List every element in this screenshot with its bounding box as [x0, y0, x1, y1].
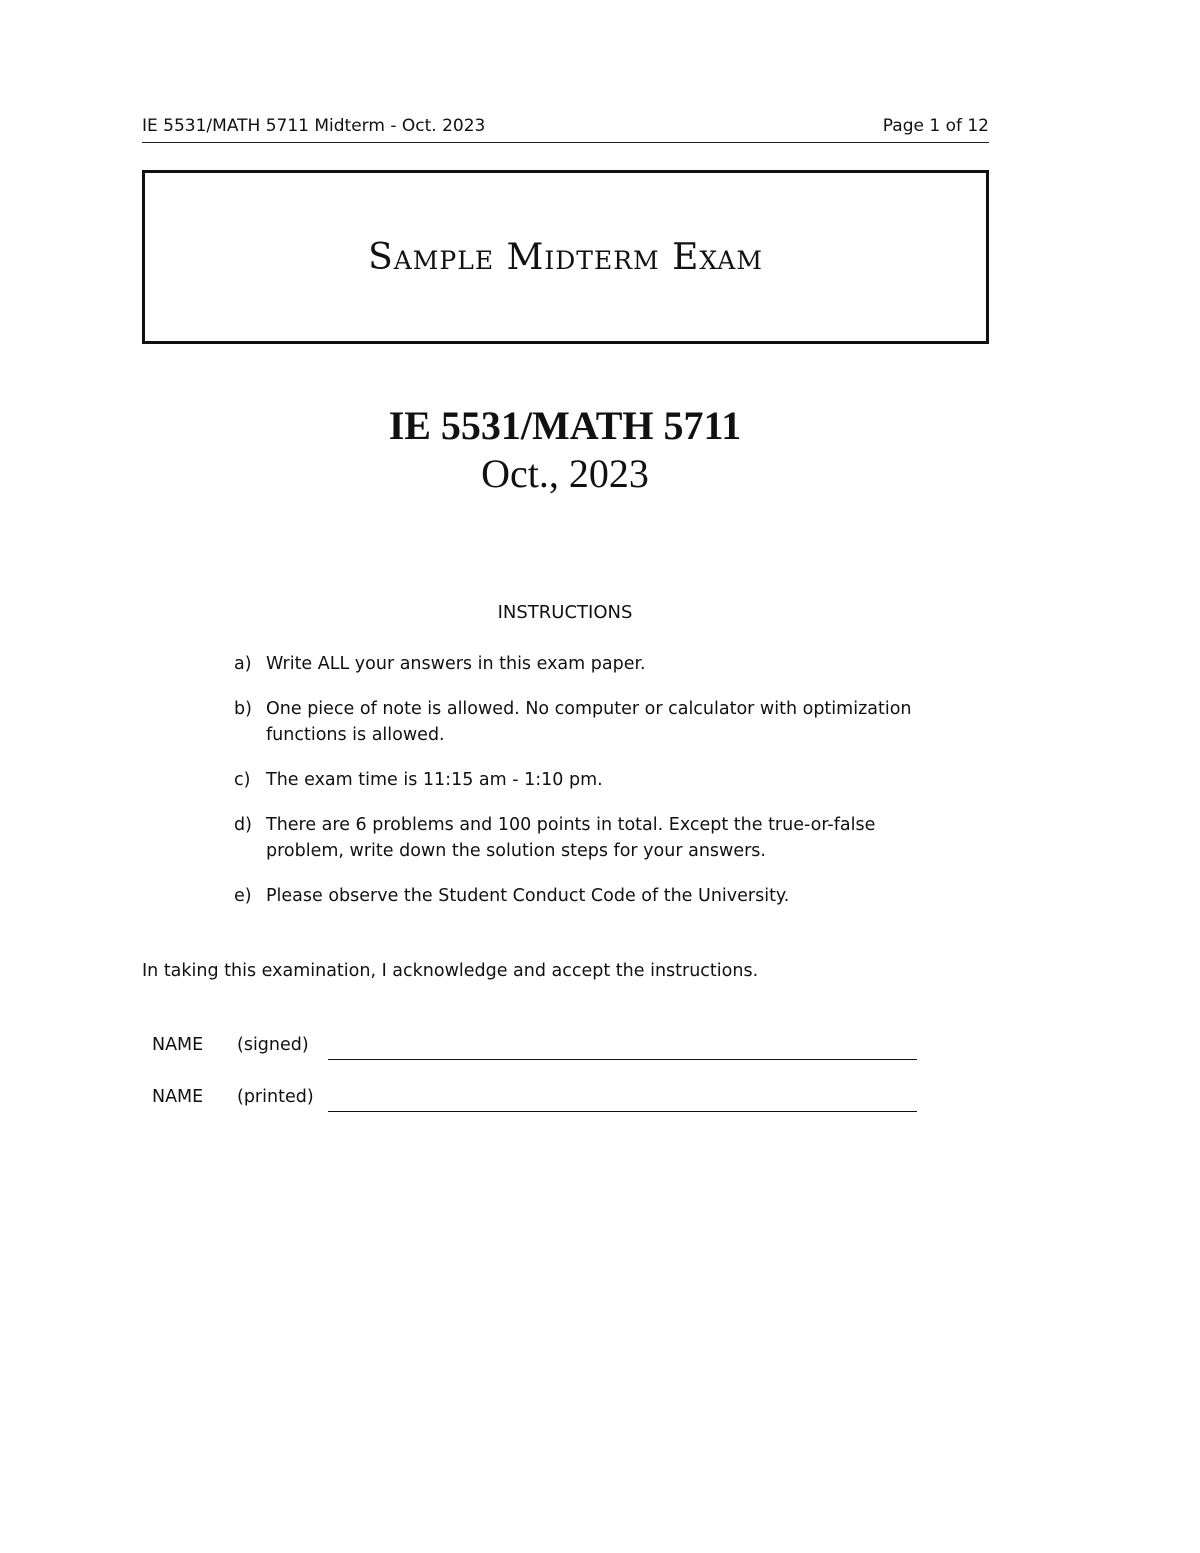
instruction-text: One piece of note is allowed. No computer or calculator with optimization functions is allowed. — [266, 699, 912, 745]
instruction-label: a) — [234, 654, 252, 674]
name-label: NAME — [152, 1087, 204, 1107]
instruction-item — [234, 883, 924, 909]
exam-date: Oct., 2023 — [481, 451, 649, 496]
instruction-text: There are 6 problems and 100 points in total. Except the true-or-false problem, write down the solution steps for your answers. — [266, 815, 876, 861]
instruction-text: Write ALL your answers in this exam paper. — [266, 654, 646, 674]
name-type-label: (printed) — [237, 1087, 314, 1107]
instruction-text: Please observe the Student Conduct Code of the University. — [266, 886, 790, 906]
name-type-label: (signed) — [237, 1035, 309, 1055]
title-box — [142, 170, 989, 344]
instruction-item — [234, 812, 924, 864]
instruction-label: c) — [234, 770, 251, 790]
acknowledgement-text: In taking this examination, I acknowledge and accept the instructions. — [142, 961, 759, 981]
printed-name-line[interactable] — [328, 1111, 917, 1112]
name-printed-row — [152, 1087, 922, 1113]
header-course-label: IE 5531/MATH 5711 Midterm - Oct. 2023 — [142, 116, 486, 136]
instruction-label: e) — [234, 886, 252, 906]
instruction-item — [234, 696, 924, 748]
instruction-text: The exam time is 11:15 am - 1:10 pm. — [266, 770, 603, 790]
instructions-title: INSTRUCTIONS — [497, 602, 633, 623]
instruction-label: b) — [234, 699, 252, 719]
name-label: NAME — [152, 1035, 204, 1055]
exam-title: Sample Midterm Exam — [368, 236, 763, 278]
instruction-item — [234, 767, 924, 793]
instruction-label: d) — [234, 815, 252, 835]
instruction-item — [234, 651, 924, 677]
instructions-list — [234, 651, 924, 928]
name-signed-row — [152, 1035, 922, 1061]
page-header — [142, 116, 989, 143]
course-code: IE 5531/MATH 5711 — [388, 403, 742, 448]
header-page-number: Page 1 of 12 — [882, 116, 989, 136]
signature-line[interactable] — [328, 1059, 917, 1060]
